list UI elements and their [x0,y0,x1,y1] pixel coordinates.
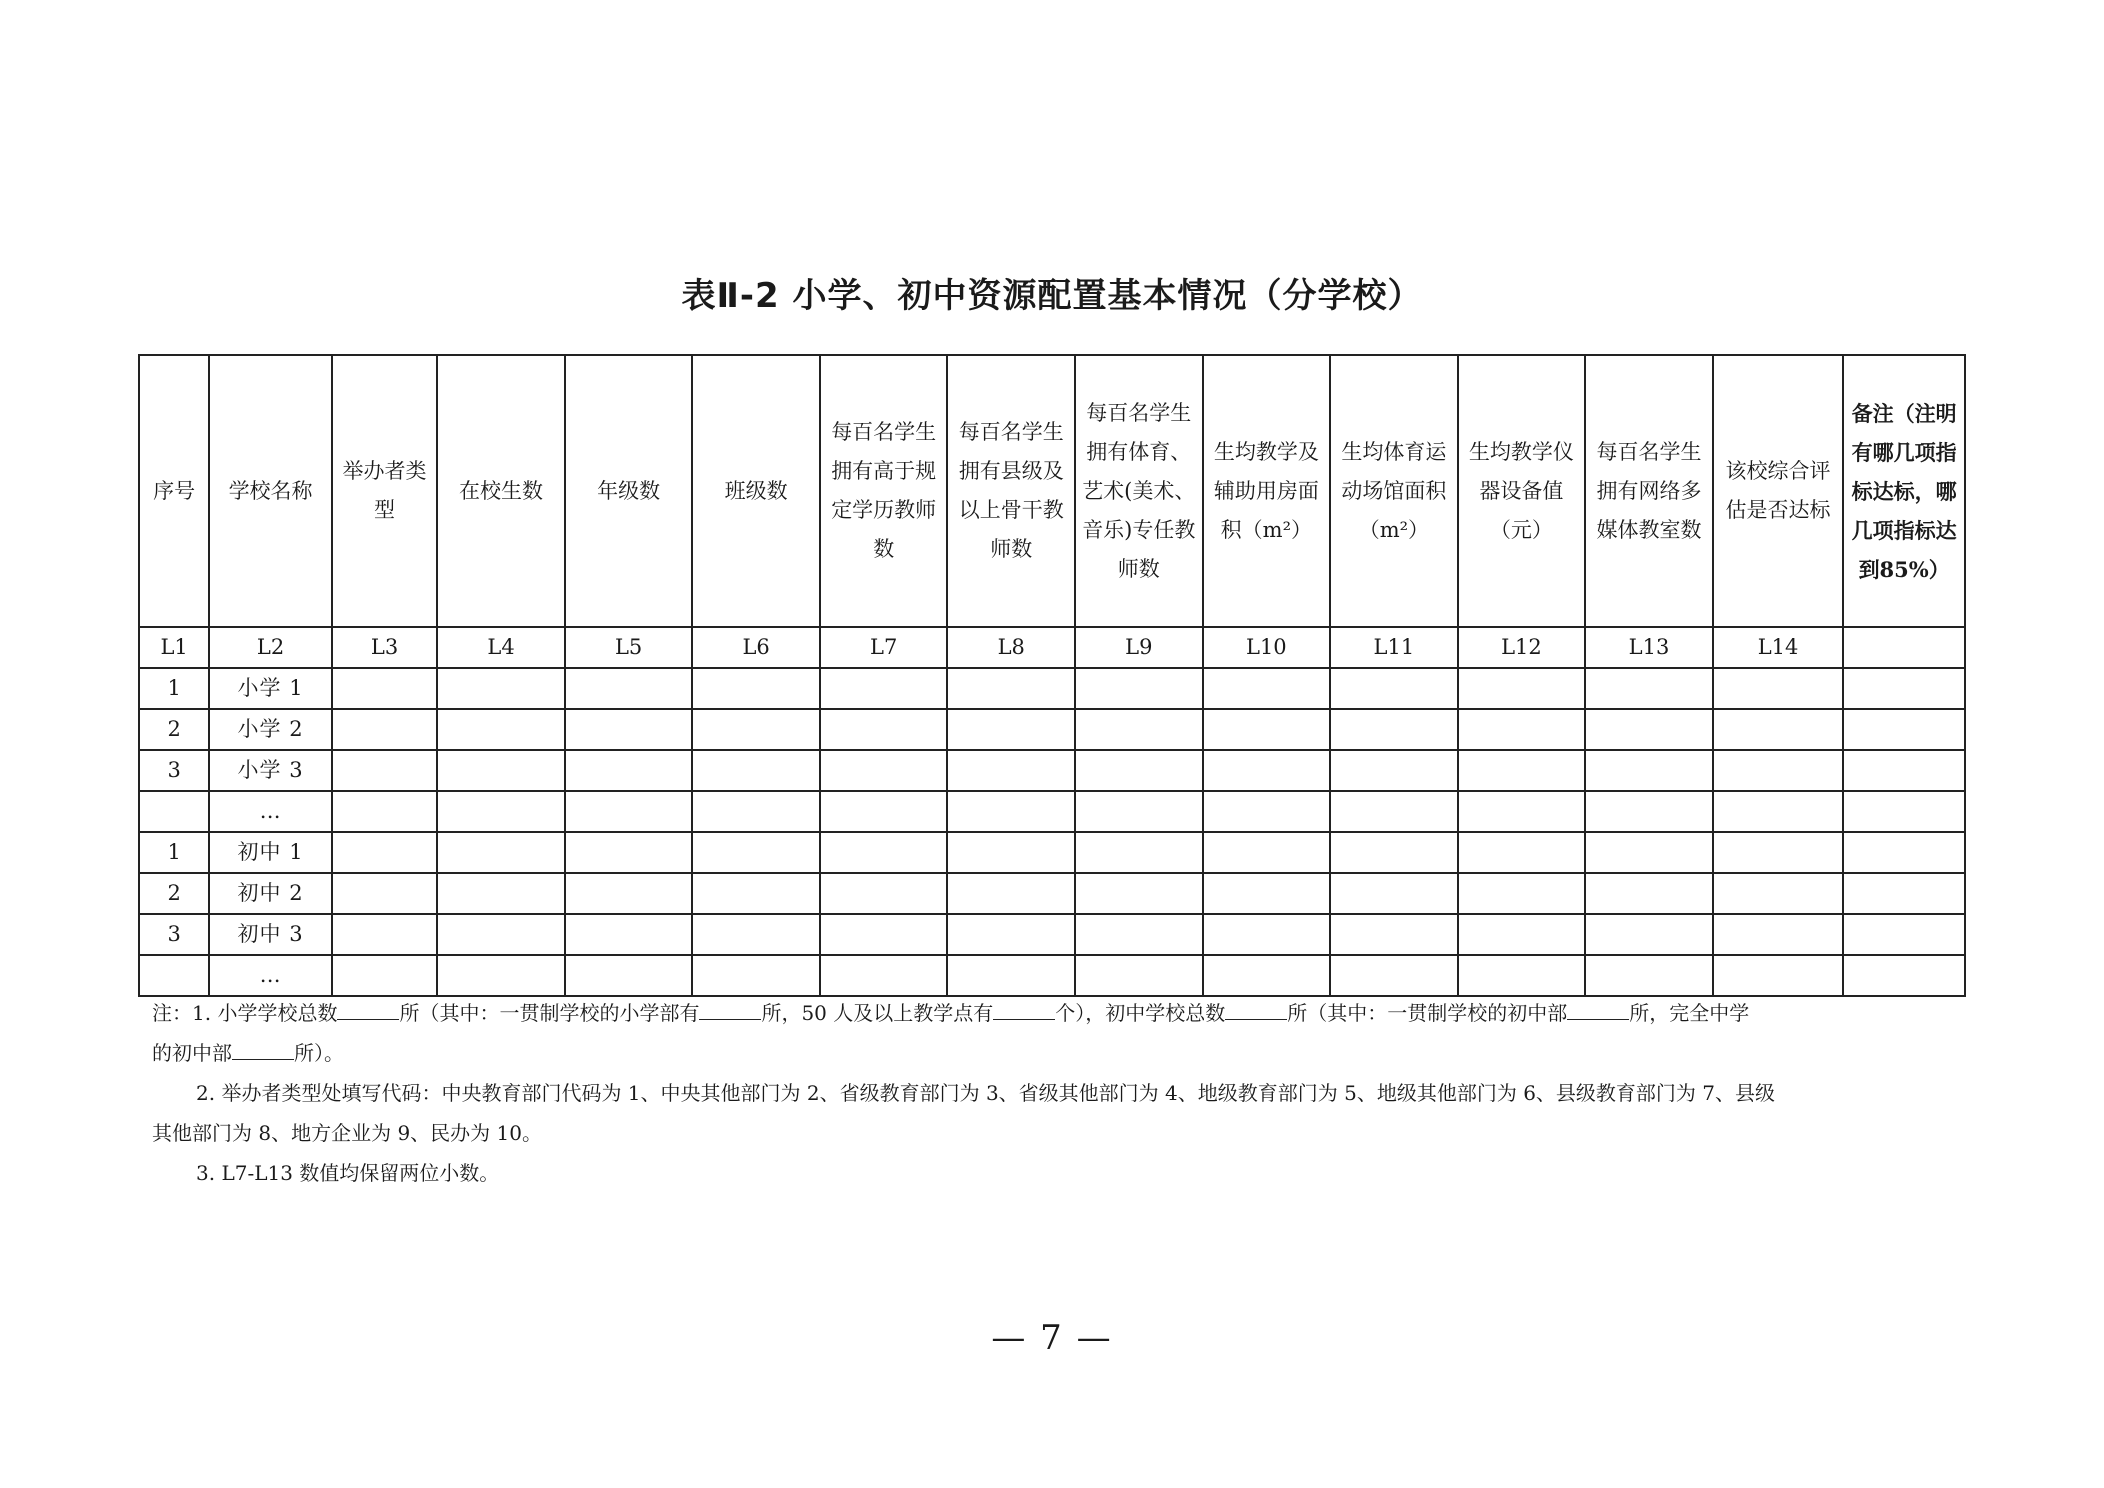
col-header-l12: 生均教学仪器设备值（元） [1458,355,1586,627]
col-header-l4: 在校生数 [437,355,565,627]
note-1 [152,993,1960,1033]
empty-cell [437,873,565,914]
empty-cell [437,668,565,709]
empty-cell [1843,873,1965,914]
empty-cell [1585,873,1713,914]
empty-cell [692,955,820,996]
column-code: L7 [820,627,948,668]
note-2-continued: 其他部门为 8、地方企业为 9、民办为 10。 [152,1121,542,1145]
table-row [139,955,1965,996]
empty-cell [820,750,948,791]
table-row [139,873,1965,914]
column-code: L6 [692,627,820,668]
empty-cell [565,955,693,996]
col-header-l3: 举办者类型 [332,355,437,627]
empty-cell [1713,750,1844,791]
note-1-continued [152,1033,1960,1073]
school-name-cell: 初中 1 [209,832,332,873]
resource-table [138,354,1966,997]
empty-cell [437,791,565,832]
school-name-cell: 初中 2 [209,873,332,914]
empty-cell [947,668,1075,709]
empty-cell [692,668,820,709]
row-number-cell: 1 [139,832,209,873]
empty-cell [332,668,437,709]
empty-cell [947,832,1075,873]
empty-cell [947,750,1075,791]
empty-cell [1075,873,1203,914]
empty-cell [1203,668,1331,709]
col-header-l5: 年级数 [565,355,693,627]
table-notes [152,993,1960,1193]
empty-cell [1458,832,1586,873]
empty-cell [1843,832,1965,873]
empty-cell [1585,668,1713,709]
empty-cell [692,750,820,791]
blank-line [337,997,399,1020]
empty-cell [1203,750,1331,791]
empty-cell [437,955,565,996]
empty-cell [1075,791,1203,832]
blank-line [699,997,761,1020]
empty-cell [1713,791,1844,832]
column-code: L9 [1075,627,1203,668]
empty-cell [332,955,437,996]
school-name-cell: 小学 1 [209,668,332,709]
empty-cell [820,709,948,750]
note-text: 所，完全中学 [1629,1001,1750,1025]
table-row [139,832,1965,873]
col-header-l14: 该校综合评估是否达标 [1713,355,1844,627]
column-code: L5 [565,627,693,668]
col-header-l13: 每百名学生拥有网络多媒体教室数 [1585,355,1713,627]
empty-cell [332,709,437,750]
note-text: 所，50 人及以上教学点有 [761,1001,994,1025]
empty-cell [1585,832,1713,873]
empty-cell [1713,668,1844,709]
row-number-cell [139,791,209,832]
empty-cell [1330,955,1458,996]
column-code: L1 [139,627,209,668]
blank-line [232,1037,294,1060]
empty-cell [1585,750,1713,791]
school-name-cell: … [209,955,332,996]
empty-cell [947,873,1075,914]
empty-cell [820,955,948,996]
row-number-cell: 1 [139,668,209,709]
blank-line [1225,997,1287,1020]
empty-cell [565,914,693,955]
empty-cell [1203,791,1331,832]
column-code: L4 [437,627,565,668]
column-code: L11 [1330,627,1458,668]
page-number: — 7 — [991,1318,1113,1358]
col-header-l6: 班级数 [692,355,820,627]
empty-cell [1458,955,1586,996]
empty-cell [1713,832,1844,873]
empty-cell [1843,955,1965,996]
note-text: 所）。 [294,1041,344,1065]
col-header-l11: 生均体育运动场馆面积（m²） [1330,355,1458,627]
col-header-l1: 序号 [139,355,209,627]
empty-cell [332,832,437,873]
note-text: 注：1. 小学学校总数 [152,1001,338,1025]
empty-cell [1458,914,1586,955]
empty-cell [1458,709,1586,750]
column-code: L12 [1458,627,1586,668]
empty-cell [947,914,1075,955]
row-number-cell: 3 [139,750,209,791]
empty-cell [820,668,948,709]
empty-cell [1075,750,1203,791]
empty-cell [332,914,437,955]
empty-cell [1713,955,1844,996]
empty-cell [1075,832,1203,873]
note-text: 所（其中：一贯制学校的初中部 [1287,1001,1568,1025]
empty-cell [332,873,437,914]
empty-cell [1843,914,1965,955]
empty-cell [1330,668,1458,709]
empty-cell [1075,668,1203,709]
school-name-cell: … [209,791,332,832]
empty-cell [1330,914,1458,955]
empty-cell [692,791,820,832]
empty-cell [437,709,565,750]
empty-cell [565,873,693,914]
column-code: L13 [1585,627,1713,668]
column-code: L3 [332,627,437,668]
blank-line [993,997,1055,1020]
empty-cell [1843,750,1965,791]
col-header-l10: 生均教学及辅助用房面积（m²） [1203,355,1331,627]
row-number-cell: 2 [139,709,209,750]
empty-cell [820,791,948,832]
col-header-remarks: 备注（注明有哪几项指标达标，哪几项指标达到85%） [1843,355,1965,627]
empty-cell [565,791,693,832]
row-number-cell [139,955,209,996]
note-text: 所（其中：一贯制学校的小学部有 [399,1001,700,1025]
col-header-l7: 每百名学生拥有高于规定学历教师数 [820,355,948,627]
blank-line [1567,997,1629,1020]
empty-cell [437,832,565,873]
empty-cell [1458,750,1586,791]
empty-cell [1330,709,1458,750]
empty-cell [692,914,820,955]
empty-cell [820,873,948,914]
empty-cell [1585,914,1713,955]
col-header-l8: 每百名学生拥有县级及以上骨干教师数 [947,355,1075,627]
empty-cell [437,914,565,955]
column-code: L8 [947,627,1075,668]
header-row [139,355,1965,627]
school-name-cell: 初中 3 [209,914,332,955]
row-number-cell: 2 [139,873,209,914]
empty-cell [1203,955,1331,996]
empty-cell [1203,914,1331,955]
empty-cell [947,709,1075,750]
column-code: L14 [1713,627,1844,668]
note-text: 个），初中学校总数 [1055,1001,1226,1025]
empty-cell [565,750,693,791]
column-code [1843,627,1965,668]
empty-cell [1843,709,1965,750]
empty-cell [1458,873,1586,914]
empty-cell [1713,914,1844,955]
empty-cell [820,914,948,955]
empty-cell [1713,873,1844,914]
empty-cell [1713,709,1844,750]
empty-cell [1458,791,1586,832]
empty-cell [1330,750,1458,791]
empty-cell [1330,832,1458,873]
col-header-l9: 每百名学生拥有体育、艺术(美术、音乐)专任教师数 [1075,355,1203,627]
empty-cell [947,791,1075,832]
column-code: L10 [1203,627,1331,668]
column-code: L2 [209,627,332,668]
empty-cell [1075,914,1203,955]
table-title: 表Ⅱ-2 小学、初中资源配置基本情况（分学校） [681,276,1423,316]
empty-cell [1585,955,1713,996]
empty-cell [820,832,948,873]
empty-cell [692,873,820,914]
empty-cell [1458,668,1586,709]
empty-cell [692,832,820,873]
school-name-cell: 小学 3 [209,750,332,791]
column-code-row [139,627,1965,668]
empty-cell [692,709,820,750]
empty-cell [565,668,693,709]
empty-cell [332,791,437,832]
school-name-cell: 小学 2 [209,709,332,750]
empty-cell [1203,873,1331,914]
empty-cell [1203,709,1331,750]
row-number-cell: 3 [139,914,209,955]
note-3: 3. L7-L13 数值均保留两位小数。 [196,1161,500,1185]
empty-cell [437,750,565,791]
table-row [139,791,1965,832]
col-header-l2: 学校名称 [209,355,332,627]
empty-cell [1075,709,1203,750]
note-text: 的初中部 [152,1041,232,1065]
empty-cell [1585,709,1713,750]
empty-cell [565,709,693,750]
table-row [139,750,1965,791]
empty-cell [1843,791,1965,832]
empty-cell [1203,832,1331,873]
table-row [139,709,1965,750]
empty-cell [1075,955,1203,996]
empty-cell [1330,791,1458,832]
empty-cell [1843,668,1965,709]
empty-cell [565,832,693,873]
empty-cell [332,750,437,791]
empty-cell [1585,791,1713,832]
table-row [139,668,1965,709]
empty-cell [947,955,1075,996]
note-2: 2. 举办者类型处填写代码：中央教育部门代码为 1、中央其他部门为 2、省级教育部门为 3、省级其他部门为 4、地级教育部门为 5、地级其他部门为 6、县级教育部门为 7、县级 [196,1081,1776,1105]
empty-cell [1330,873,1458,914]
table-row [139,914,1965,955]
